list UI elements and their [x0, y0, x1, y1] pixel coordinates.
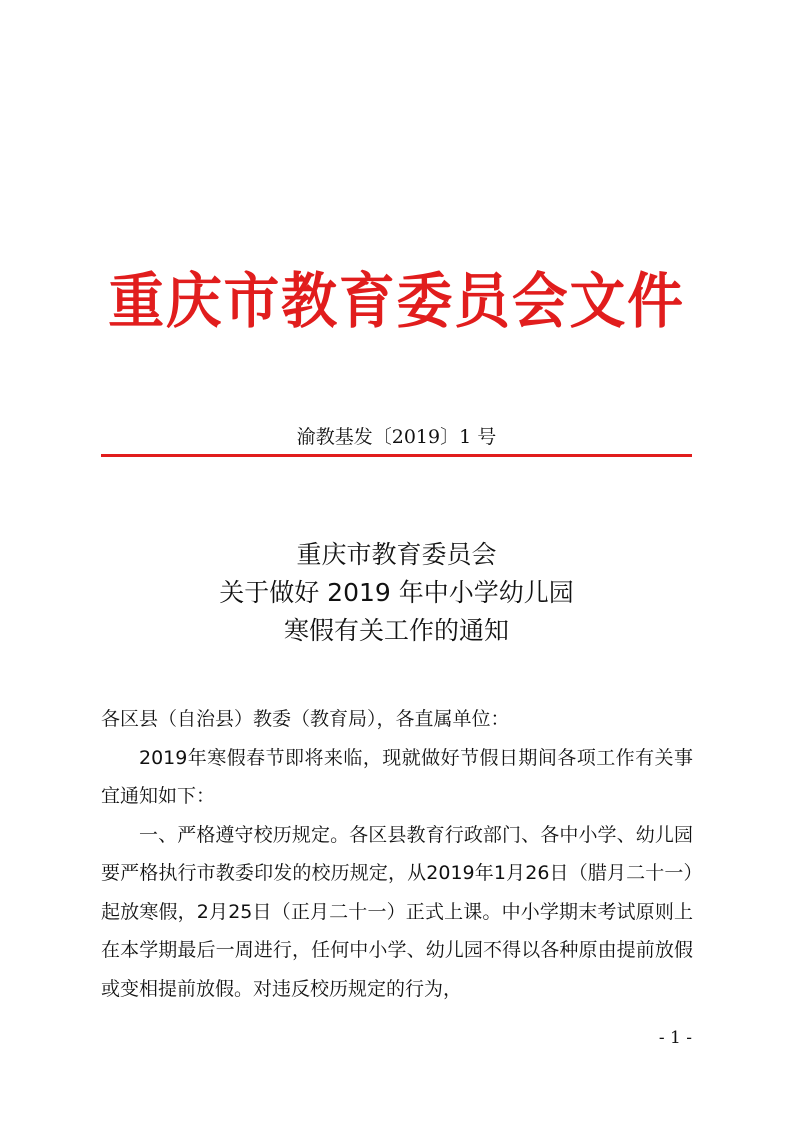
masthead-title: 重庆市教育委员会文件: [108, 267, 685, 337]
intro-paragraph: 2019年寒假春节即将来临，现就做好节假日期间各项工作有关事宜通知如下：: [101, 746, 693, 807]
notice-title-line-3: 寒假有关工作的通知: [283, 616, 509, 645]
page-number: - 1 -: [658, 1028, 692, 1048]
notice-title-line-2: 关于做好 2019 年中小学幼儿园: [219, 578, 574, 607]
salutation: 各区县（自治县）教委（教育局），各直属单位：: [101, 708, 510, 730]
notice-body: [101, 700, 693, 1008]
notice-title: [0, 536, 793, 650]
section-1-paragraph: 一、严格遵守校历规定。各区县教育行政部门、各中小学、幼儿园要严格执行市教委印发的校历规定，从2019年1月26日（腊月二十一）起放寒假，2月25日（正月二十一）正式上课。中小学期末考试原则上在本学期最后一周进行，任何中小学、幼儿园不得以各种原由提前放假或变相提前放假。对违反校历规定的行为，: [101, 823, 693, 1000]
document-number: 渝教基发〔2019〕1 号: [296, 426, 497, 448]
red-separator-line: [101, 454, 692, 457]
notice-title-line-1: 重庆市教育委员会: [296, 540, 497, 569]
